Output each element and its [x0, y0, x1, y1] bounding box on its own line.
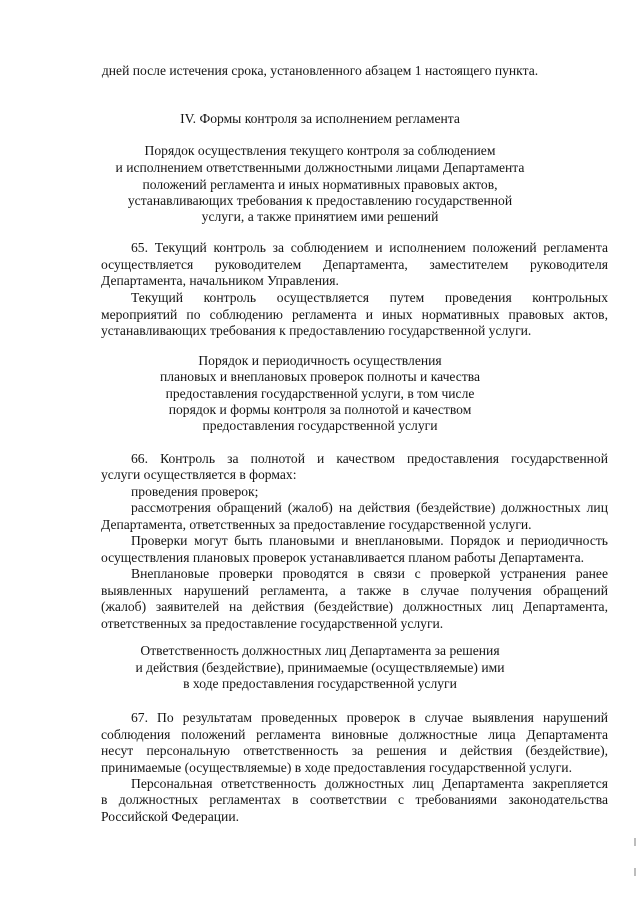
- subheading-line: устанавливающих требования к предоставлению государственной: [127, 193, 513, 208]
- paragraph-line: 65. Текущий контроль за соблюдением и исполнением положений регламента: [131, 240, 608, 255]
- paragraph-line: принимаемые (осуществляемые) в ходе предоставления государственной услуги.: [101, 760, 572, 775]
- subheading-line: в ходе предоставления государственной услуги: [183, 676, 457, 691]
- paragraph-line: соблюдения положений регламента виновные должностные лица Департамента: [101, 727, 608, 742]
- paragraph-line: осуществляется руководителем Департамента, заместителем руководителя: [101, 257, 608, 272]
- subheading-line: и исполнением ответственными должностными лицами Департамента: [115, 160, 525, 175]
- subheading-line: плановых и внеплановых проверок полноты и качества: [159, 369, 481, 384]
- subheading-line: и действия (бездействие), принимаемые (осуществляемые) ими: [135, 660, 505, 675]
- paragraph-line: (жалоб) заявителей на действия (бездействие) должностных лиц Департамента,: [101, 599, 608, 614]
- paragraph-line: 67. По результатам проведенных проверок в случае выявления нарушений: [131, 710, 608, 725]
- subheading-line: Порядок осуществления текущего контроля за соблюдением: [144, 143, 496, 158]
- subheading-line: Ответственность должностных лиц Департамента за решения: [140, 643, 500, 658]
- paragraph-line: Российской Федерации.: [101, 809, 239, 824]
- paragraph-line: Проверки могут быть плановыми и внеплановыми. Порядок и периодичность: [131, 533, 608, 548]
- paragraph-line: ответственных за предоставление государственной услуги.: [101, 616, 444, 631]
- scan-mark: [634, 838, 636, 846]
- paragraph-line: 66. Контроль за полнотой и качеством предоставления государственной: [131, 451, 608, 466]
- list-item: Департамента, ответственных за предоставление государственной услуги.: [101, 517, 532, 532]
- list-item: рассмотрения обращений (жалоб) на действия (бездействие) должностных лиц: [131, 500, 608, 515]
- subheading-line: положений регламента и иных нормативных правовых актов,: [142, 177, 498, 192]
- paragraph-line: мероприятий по соблюдению регламента и иных нормативных правовых актов,: [101, 307, 608, 322]
- paragraph-line: Персональная ответственность должностных лиц Департамента закрепляется: [131, 776, 608, 791]
- section-heading: IV. Формы контроля за исполнением регламента: [180, 111, 460, 126]
- paragraph-line: Внеплановые проверки проводятся в связи с проверкой устранения ранее: [131, 566, 608, 581]
- subheading-line: услуги, а также принятием ими решений: [201, 209, 439, 224]
- subheading-line: порядок и формы контроля за полнотой и качеством: [168, 402, 472, 417]
- paragraph-line: Департамента, начальником Управления.: [101, 273, 339, 288]
- list-item: проведения проверок;: [131, 484, 259, 499]
- subheading-line: предоставления государственной услуги, в том числе: [165, 386, 475, 401]
- scan-mark: [634, 868, 636, 876]
- continuation-line: дней после истечения срока, установленного абзацем 1 настоящего пункта.: [101, 63, 539, 78]
- paragraph-line: устанавливающих требования к предоставлению государственной услуги.: [101, 323, 532, 338]
- subheading-line: Порядок и периодичность осуществления: [198, 353, 442, 368]
- paragraph-line: выявленных нарушений регламента, а также в случае получения обращений: [101, 583, 608, 598]
- paragraph-line: услуги осуществляется в формах:: [101, 467, 297, 482]
- paragraph-line: несут персональную ответственность за решения и действия (бездействие),: [101, 743, 608, 758]
- subheading-line: предоставления государственной услуги: [202, 418, 438, 433]
- paragraph-line: осуществления плановых проверок устанавливается планом работы Департамента.: [101, 550, 585, 565]
- paragraph-line: в должностных регламентах в соответствии с требованиями законодательства: [101, 792, 608, 807]
- paragraph-line: Текущий контроль осуществляется путем проведения контрольных: [131, 290, 608, 305]
